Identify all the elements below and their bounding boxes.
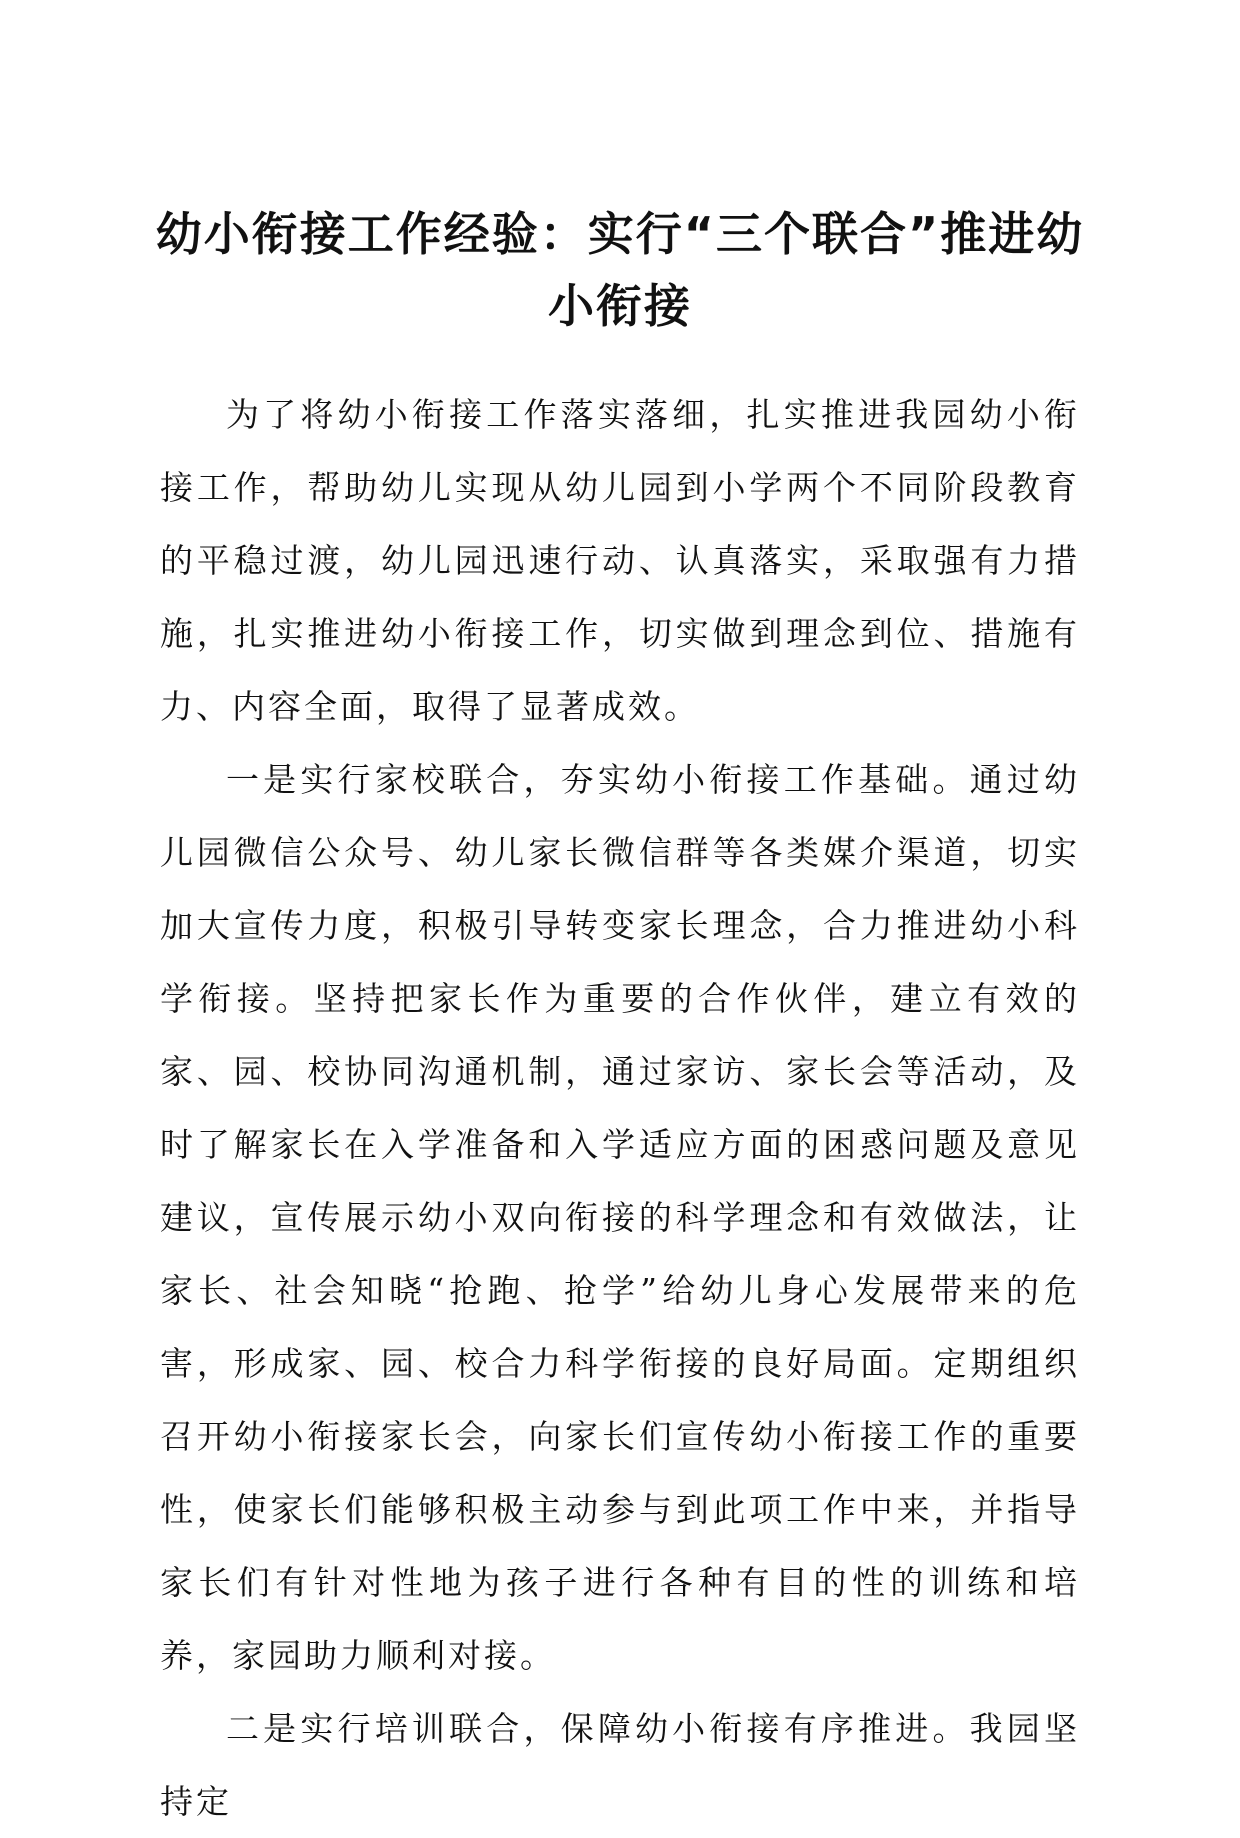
paragraph-intro: 为了将幼小衔接工作落实落细，扎实推进我园幼小衔接工作，帮助幼儿实现从幼儿园到小学两个不同阶段教育的平稳过渡，幼儿园迅速行动、认真落实，采取强有力措施，扎实推进幼小衔接工作，切实做到理念到位、措施有力、内容全面，取得了显著成效。 [160,395,1080,726]
paragraph-training: 二是实行培训联合，保障幼小衔接有序推进。我园坚持定 [160,1709,1080,1821]
document-title: 幼小衔接工作经验：实行“三个联合”推进幼小衔接 [155,207,1085,333]
document-body [160,378,1080,1838]
paragraph-home-school: 一是实行家校联合，夯实幼小衔接工作基础。通过幼儿园微信公众号、幼儿家长微信群等各类媒介渠道，切实加大宣传力度，积极引导转变家长理念，合力推进幼小科学衔接。坚持把家长作为重要的合作伙伴，建立有效的家、园、校协同沟通机制，通过家访、家长会等活动，及时了解家长在入学准备和入学适应方面的困惑问题及意见建议，宣传展示幼小双向衔接的科学理念和有效做法，让家长、社会知晓“抢跑、抢学”给幼儿身心发展带来的危害，形成家、园、校合力科学衔接的良好局面。定期组织召开幼小衔接家长会，向家长们宣传幼小衔接工作的重要性，使家长们能够积极主动参与到此项工作中来，并指导家长们有针对性地为孩子进行各种有目的性的训练和培养，家园助力顺利对接。 [160,760,1080,1675]
